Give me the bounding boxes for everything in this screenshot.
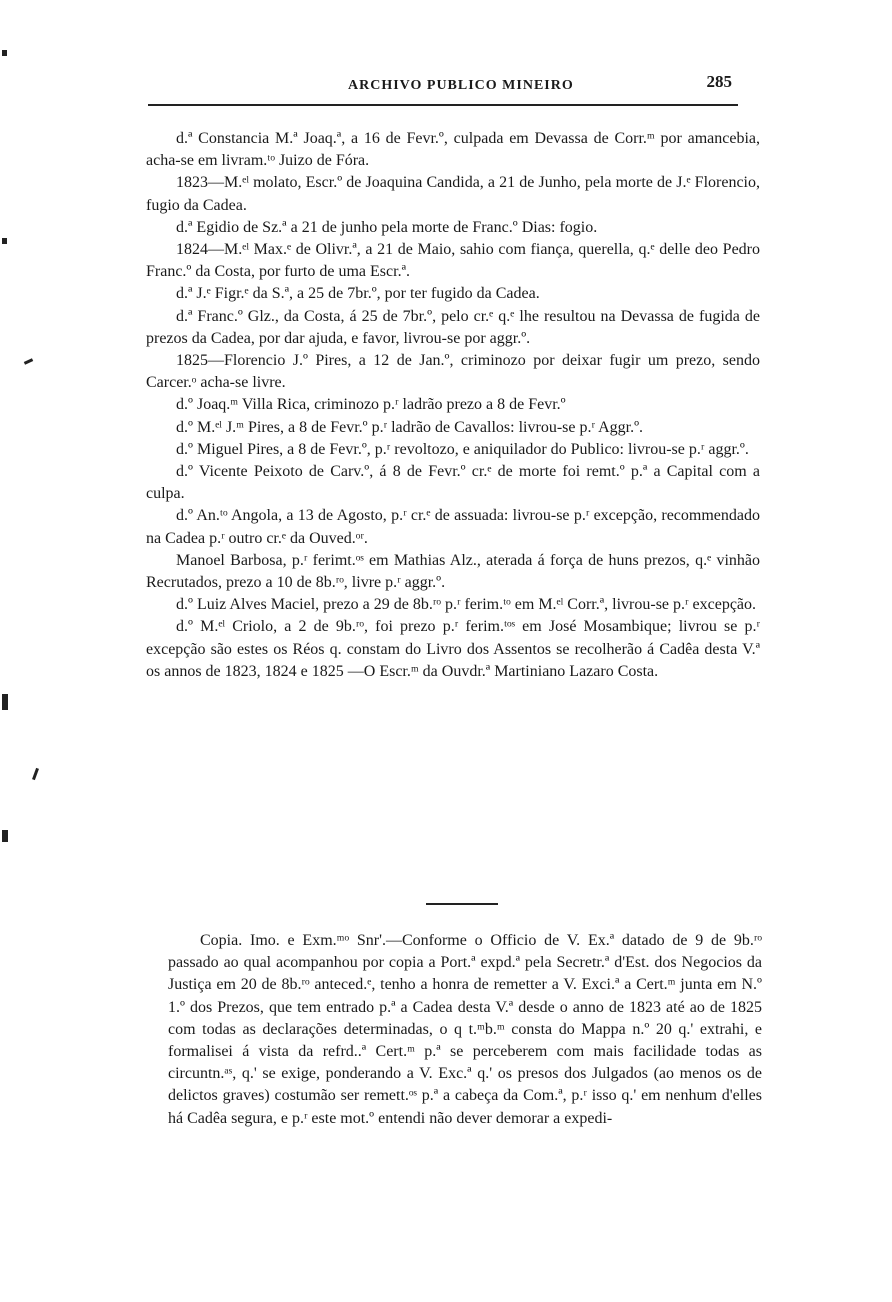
margin-mark bbox=[2, 694, 8, 710]
register-entry: d.ª Egidio de Sz.ª a 21 de junho pela morte de Franc.º Dias: fogio. bbox=[176, 218, 598, 236]
register-entry: d.º Miguel Pires, a 8 de Fevr.º, p.ʳ revoltozo, e aniquilador do Publico: livrou-se p.ʳ aggr.º. bbox=[176, 440, 749, 458]
register-entry: d.º Vicente Peixoto de Carv.º, á 8 de Fevr.º cr.ᵉ de morte foi remt.º p.ª a Capital com a culpa. bbox=[146, 463, 760, 503]
margin-mark bbox=[24, 358, 33, 365]
margin-mark bbox=[32, 768, 39, 780]
letter-copy bbox=[168, 930, 762, 1130]
register-entry: d.º An.ᵗᵒ Angola, a 13 de Agosto, p.ʳ cr.ᵉ de assuada: livrou-se p.ʳ excepção, recommendado na Cadea p.ʳ outro cr.ᵉ da Ouved.ᵒʳ. bbox=[146, 507, 760, 547]
register-entry: Manoel Barbosa, p.ʳ ferimt.ᵒˢ em Mathias Alz., aterada á força de huns prezos, q.ᵉ vinhão Recrutados, prezo a 10 de 8b.ʳᵒ, livre p.ʳ aggr.º. bbox=[146, 551, 760, 592]
register-entry: d.º Joaq.ᵐ Villa Rica, criminozo p.ʳ ladrão prezo a 8 de Fevr.º bbox=[176, 396, 566, 414]
margin-mark bbox=[2, 50, 7, 56]
register-entry: d.ª Constancia M.ª Joaq.ª, a 16 de Fevr.º, culpada em Devassa de Corr.ᵐ por amancebia, acha-se em livram.ᵗᵒ Juizo de Fóra. bbox=[146, 130, 760, 170]
register-entry: d.º M.ᵉˡ Criolo, a 2 de 9b.ʳᵒ, foi prezo p.ʳ ferim.ᵗᵒˢ em José Mosambique; livrou se p.ʳ excepção são estes os Réos q. constam do Livro dos Assentos se recolherão á Cadêa desta V.ª os annos de 1823, 1824 e 1825 —O Escr.ᵐ da Ouvdr.ª Martiniano Lazaro Costa. bbox=[146, 618, 760, 680]
letter-paragraph: Copia. Imo. e Exm.ᵐᵒ Snr'.—Conforme o Officio de V. Ex.ª datado de 9 de 9b.ʳᵒ passado ao qual acompanhou por copia a Port.ª expd.ª pela Secretr.ª d'Est. dos Negocios da Justiça em 20 de 8b.ʳᵒ anteced.ᵉ, tenho a honra de remetter a V. Exci.ª a Cert.ᵐ junta em N.º 1.º dos Prezos, que tem entrado p.ª a Cadea desta V.ª desde o anno de 1823 até ao de 1825 com todas as declarações determinadas, o q t.ᵐb.ᵐ consta do Mappa n.º 20 q.' extrahi, e formalisei á vista da refrd..ª Cert.ᵐ p.ª se perceberem com mais facilidade todas as circuntn.ᵃˢ, q.' se exige, ponderando a V. Exc.ª q.' os presos dos Julgados (ao menos os de delictos graves) costumão ser remett.ᵒˢ p.ª a cabeça da Com.ª, p.ʳ isso q.' em nenhum d'elles há Cadêa segura, e p.ʳ este mot.º entendi não dever demorar a expedi- bbox=[168, 932, 762, 1127]
section-divider bbox=[426, 903, 498, 905]
prisoner-register bbox=[146, 128, 760, 683]
register-entry: d.ª Franc.º Glz., da Costa, á 25 de 7br.º, pelo cr.ᵉ q.ᵉ lhe resultou na Devassa de fugida de prezos da Cadea, por dar ajuda, e favor, livrou-se por aggr.º. bbox=[146, 307, 760, 347]
running-title: ARCHIVO PUBLICO MINEIRO bbox=[348, 78, 574, 93]
page-header bbox=[148, 70, 738, 106]
header-rule bbox=[148, 104, 738, 106]
register-entry: d.º M.ᵉˡ J.ᵐ Pires, a 8 de Fevr.º p.ʳ ladrão de Cavallos: livrou-se p.ʳ Aggr.º. bbox=[176, 418, 644, 436]
register-entry: 1825—Florencio J.º Pires, a 12 de Jan.º, criminozo por deixar fugir um prezo, sendo Carcer.ᵒ acha-se livre. bbox=[146, 352, 760, 392]
margin-mark bbox=[2, 238, 7, 244]
register-entry: d.º Luiz Alves Maciel, prezo a 29 de 8b.ʳᵒ p.ʳ ferim.ᵗᵒ em M.ᵉˡ Corr.ª, livrou-se p.ʳ excepção. bbox=[176, 596, 757, 614]
margin-mark bbox=[2, 830, 8, 842]
register-entry: d.ª J.ᵉ Figr.ᵉ da S.ª, a 25 de 7br.º, por ter fugido da Cadea. bbox=[176, 285, 540, 303]
register-entry: 1823—M.ᵉˡ molato, Escr.º de Joaquina Candida, a 21 de Junho, pela morte de J.ᵉ Florencio, fugio da Cadea. bbox=[146, 174, 760, 214]
page-number: 285 bbox=[706, 72, 732, 91]
register-entry: 1824—M.ᵉˡ Max.ᵉ de Olivr.ª, a 21 de Maio, sahio com fiança, querella, q.ᵉ delle deo Pedro Franc.º da Costa, por furto de uma Escr.ª. bbox=[146, 241, 760, 281]
